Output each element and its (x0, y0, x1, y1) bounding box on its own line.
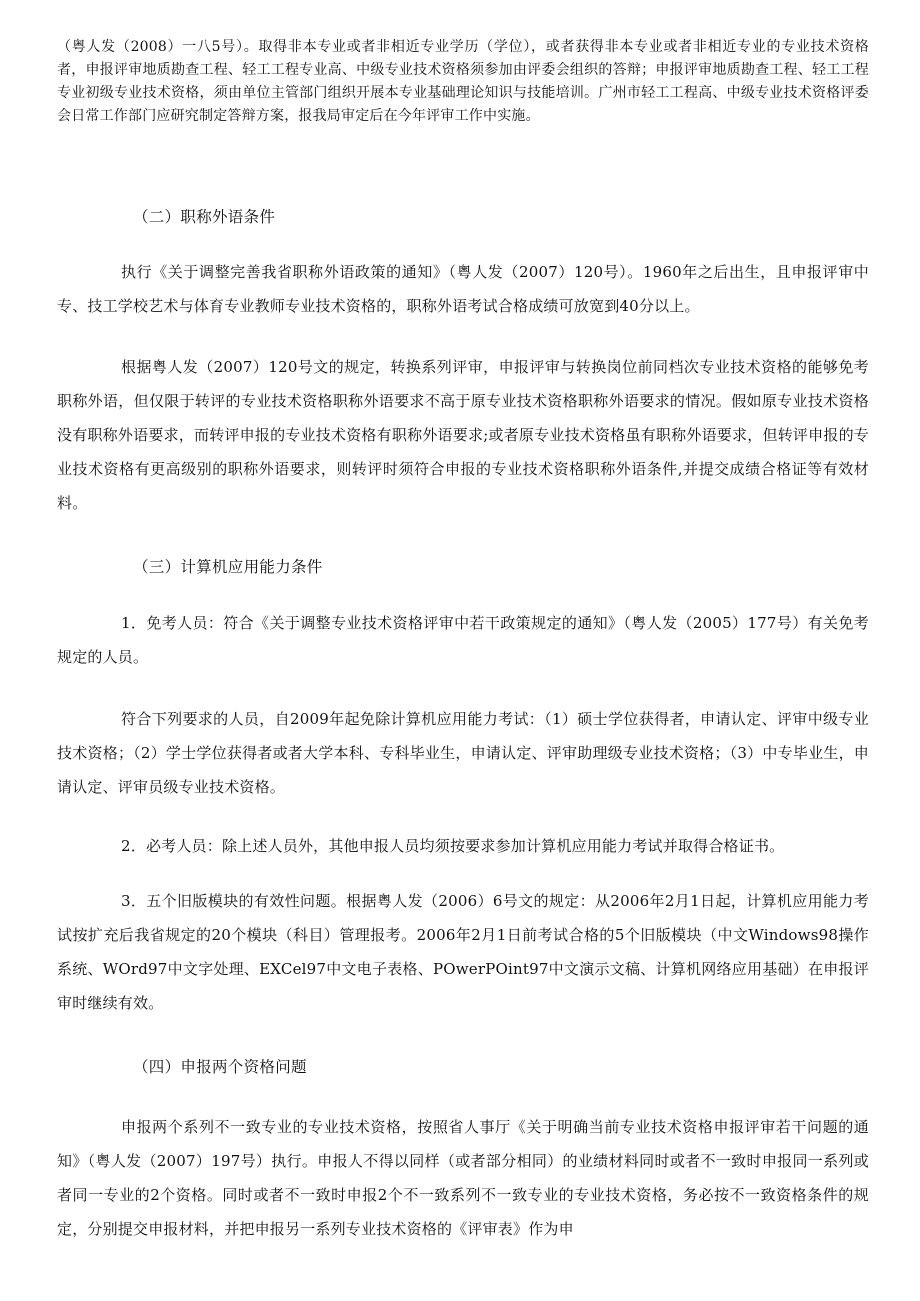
paragraph-mandatory-exam: 2．必考人员：除上述人员外，其他申报人员均须按要求参加计算机应用能力考试并取得合格证书。 (121, 837, 785, 855)
section-heading-computer-skills: （三）计算机应用能力条件 (133, 558, 323, 576)
section-heading-foreign-language: （二）职称外语条件 (133, 208, 276, 226)
paragraph-dual-qualification: 申报两个系列不一致专业的专业技术资格，按照省人事厅《关于明确当前专业技术资格申报评审若干问题的通知》（粤人发（2007）197号）执行。申报人不得以同样（或者部分相同）的业绩材料同时或者不一致时申报同一系列或者同一专业的2个资格。同时或者不一致时申报2个不一致系列不一致专业的专业技术资格，务必按不一致资格条件的规定，分别提交申报材料，并把申报另一系列专业技术资格的《评审表》作为申 (57, 1118, 869, 1238)
paragraph-legacy-modules: 3．五个旧版模块的有效性问题。根据粤人发（2006）6号文的规定：从2006年2月1日起，计算机应用能力考试按扩充后我省规定的20个模块（科目）管理报考。2006年2月1日前考试合格的5个旧版模块（中文Windows98操作系统、WOrd97中文字处理、EXCel97中文电子表格、POwerPOint97中文演示文稿、计算机网络应用基础）在申报评审时继续有效。 (57, 892, 869, 1012)
paragraph-foreign-language-policy: 执行《关于调整完善我省职称外语政策的通知》（粤人发（2007）120号）。1960年之后出生，且申报评审中专、技工学校艺术与体育专业教师专业技术资格的，职称外语考试合格成绩可放宽到40分以上。 (57, 263, 869, 315)
paragraph-continuation: （粤人发（2008）一八5号）。取得非本专业或者非相近专业学历（学位），或者获得非本专业或者非相近专业的专业技术资格者，申报评审地质勘查工程、轻工工程专业高、中级专业技术资格须参加由评委会组织的答辩；申报评审地质勘查工程、轻工工程专业初级专业技术资格，须由单位主管部门组织开展本专业基础理论知识与技能培训。广州市轻工工程高、中级专业技术资格评委会日常工作部门应研究制定答辩方案，报我局审定后在今年评审工作中实施。 (57, 39, 869, 124)
section-heading-dual-qualification: （四）申报两个资格问题 (133, 1058, 307, 1076)
paragraph-exempt-personnel: 1．免考人员：符合《关于调整专业技术资格评审中若干政策规定的通知》（粤人发（2005）177号）有关免考规定的人员。 (57, 614, 869, 666)
paragraph-exemption-requirements: 符合下列要求的人员，自2009年起免除计算机应用能力考试：（1）硕士学位获得者，申请认定、评审中级专业技术资格；（2）学士学位获得者或者大学本科、专科毕业生，申请认定、评审助理级专业技术资格；（3）中专毕业生，申请认定、评审员级专业技术资格。 (57, 710, 869, 796)
paragraph-series-conversion: 根据粤人发（2007）120号文的规定，转换系列评审，申报评审与转换岗位前同档次专业技术资格的能够免考职称外语，但仅限于转评的专业技术资格职称外语要求不高于原专业技术资格职称外语要求的情况。假如原专业技术资格没有职称外语要求，而转评申报的专业技术资格有职称外语要求;或者原专业技术资格虽有职称外语要求，但转评申报的专业技术资格有更高级别的职称外语要求，则转评时须符合申报的专业技术资格职称外语条件,并提交成绩合格证等有效材料。 (57, 358, 869, 512)
